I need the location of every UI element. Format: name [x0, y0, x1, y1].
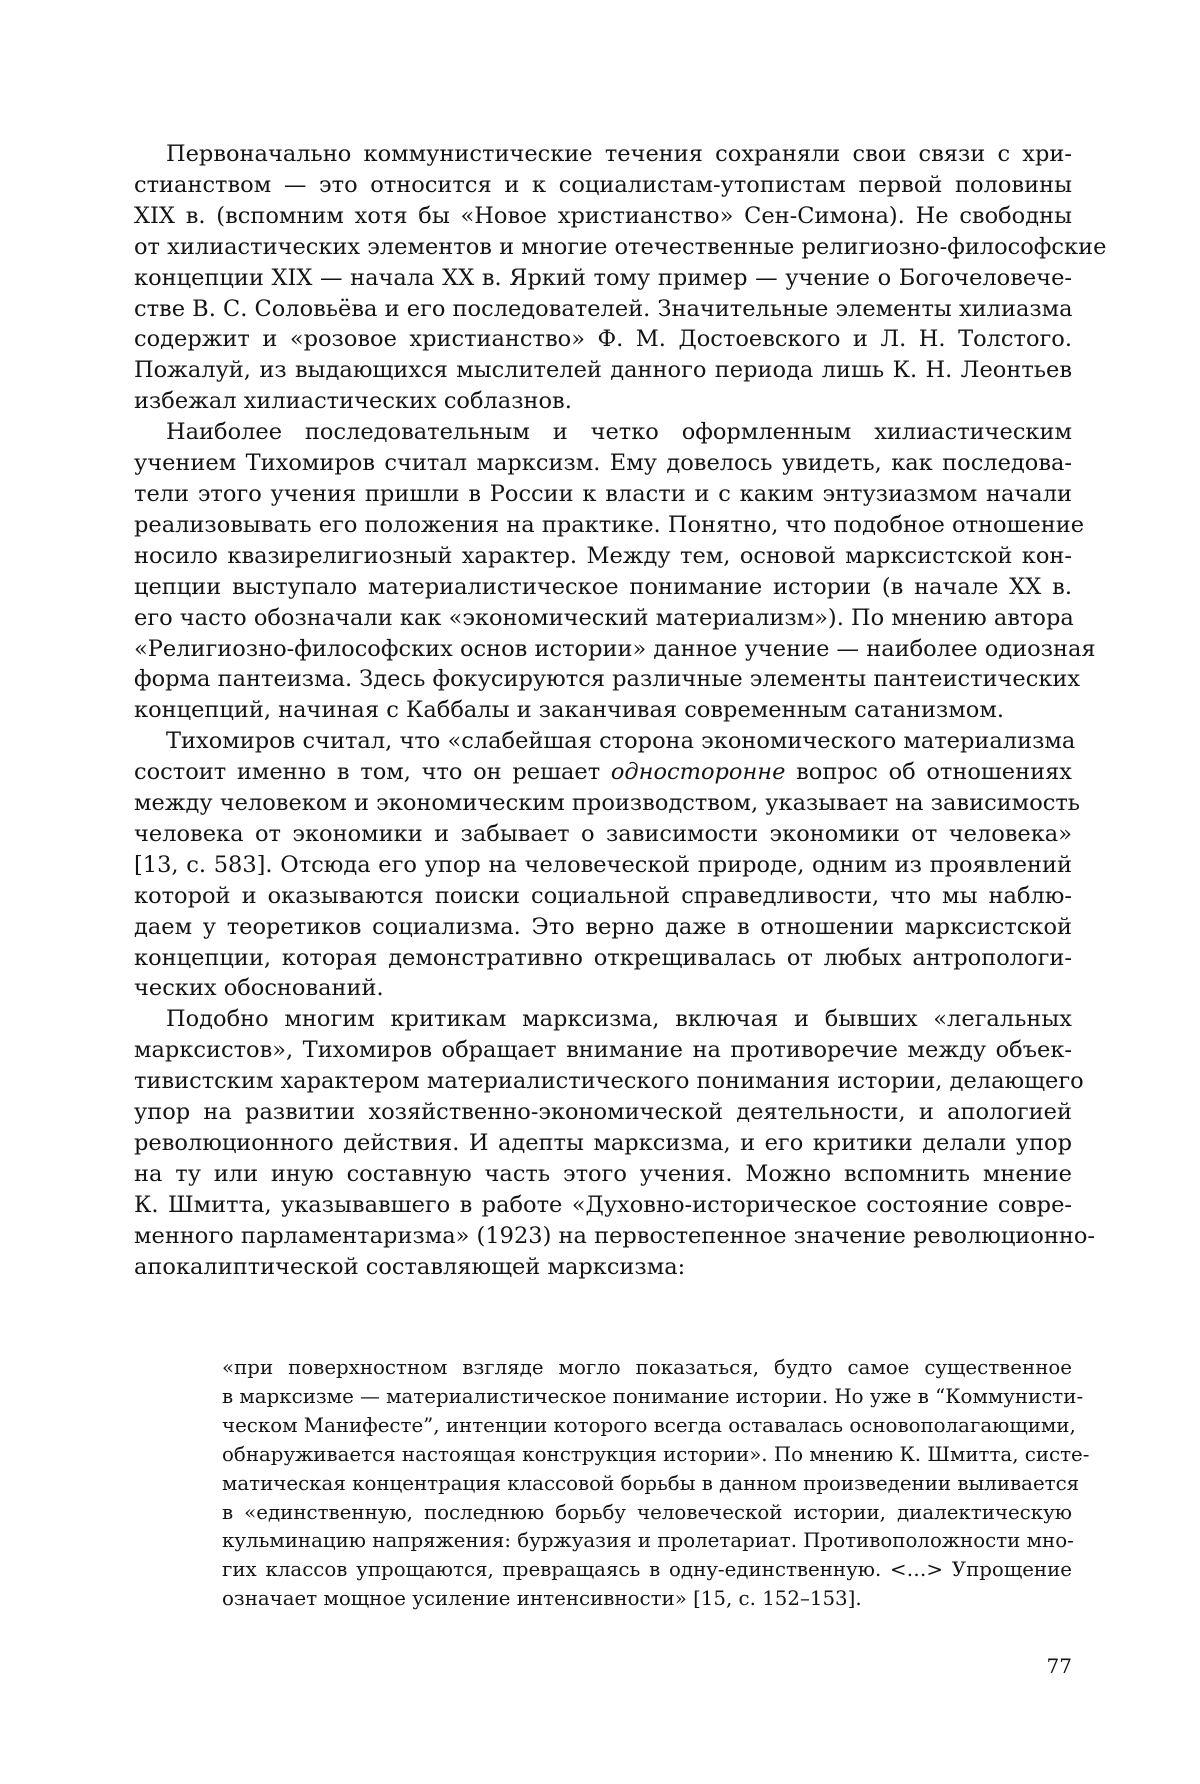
text-line: Тихомиров считал, что «слабейшая сторона экономического материализма — [134, 726, 1072, 757]
text-line: форма пантеизма. Здесь фокусируются различные элементы пантеистических — [134, 664, 1072, 695]
text-line: апокалиптической составляющей марксизма: — [134, 1252, 1072, 1283]
text-line: носило квазирелигиозный характер. Между тем, основой марксистской кон- — [134, 541, 1072, 572]
text-line: учением Тихомиров считал марксизм. Ему довелось увидеть, как последова- — [134, 448, 1072, 479]
quote-line: в «единственную, последнюю борьбу человеческой истории, диалектическую — [222, 1499, 1072, 1528]
quote-line: ческом Манифесте”, интенции которого всегда оставалась основополагающими, — [222, 1412, 1072, 1441]
italic-emphasis: односторонне — [611, 759, 786, 785]
text-line: концепции, которая демонстративно открещивалась от любых антропологи- — [134, 943, 1072, 974]
text-line: между человеком и экономическим производством, указывает на зависимость — [134, 788, 1072, 819]
text-line: избежал хилиастических соблазнов. — [134, 386, 1072, 417]
text-line: концепции XIX — начала XX в. Яркий тому пример — учение о Богочеловече- — [134, 263, 1072, 294]
text-line: тели этого учения пришли в России к власти и с каким энтузиазмом начали — [134, 479, 1072, 510]
paragraph — [134, 1004, 1072, 1282]
text-line: состоит именно в том, что он решает односторонне вопрос об отношениях — [134, 757, 1072, 788]
quote-line: «при поверхностном взгляде могло показаться, будто самое существенное — [222, 1354, 1072, 1383]
text-line: Первоначально коммунистические течения сохраняли свои связи с хри- — [134, 139, 1072, 170]
block-quote — [222, 1354, 1072, 1614]
paragraph — [134, 417, 1072, 726]
text-line: ческих обоснований. — [134, 973, 1072, 1004]
text-line: от хилиастических элементов и многие отечественные религиозно-философские — [134, 232, 1072, 263]
text-line: «Религиозно-философских основ истории» данное учение — наиболее одиозная — [134, 634, 1072, 665]
text-line: которой и оказываются поиски социальной справедливости, что мы наблю- — [134, 881, 1072, 912]
quote-line: гих классов упрощаются, превращаясь в одну-единственную. <…> Упрощение — [222, 1556, 1072, 1585]
text-line: на ту или иную составную часть этого учения. Можно вспомнить мнение — [134, 1159, 1072, 1190]
body-text — [134, 139, 1072, 1283]
text-line: менного парламентаризма» (1923) на первостепенное значение революционно- — [134, 1221, 1072, 1252]
text-line: Подобно многим критикам марксизма, включая и бывших «легальных — [134, 1004, 1072, 1035]
text-line: К. Шмитта, указывавшего в работе «Духовно-историческое состояние совре- — [134, 1190, 1072, 1221]
text-line: тивистским характером материалистического понимания истории, делающего — [134, 1066, 1072, 1097]
book-page — [0, 0, 1200, 1784]
text-line: марксистов», Тихомиров обращает внимание на противоречие между объек- — [134, 1035, 1072, 1066]
text-line: стве В. С. Соловьёва и его последователей. Значительные элементы хилиазма — [134, 294, 1072, 325]
quote-line: матическая концентрация классовой борьбы в данном произведении выливается — [222, 1470, 1072, 1499]
text-line: его часто обозначали как «экономический материализм»). По мнению автора — [134, 603, 1072, 634]
quote-line: означает мощное усиление интенсивности» [15, с. 152–153]. — [222, 1585, 1072, 1614]
quote-line: обнаруживается настоящая конструкция истории». По мнению К. Шмитта, систе- — [222, 1441, 1072, 1470]
text-line: концепций, начиная с Каббалы и заканчивая современным сатанизмом. — [134, 695, 1072, 726]
quote-line: кульминацию напряжения: буржуазия и пролетариат. Противоположности мно- — [222, 1527, 1072, 1556]
text-line: [13, с. 583]. Отсюда его упор на человеческой природе, одним из проявлений — [134, 850, 1072, 881]
text-line: XIX в. (вспомним хотя бы «Новое христианство» Сен-Симона). Не свободны — [134, 201, 1072, 232]
page-number: 77 — [1038, 1654, 1072, 1678]
paragraph — [134, 139, 1072, 417]
quote-line: в марксизме — материалистическое понимание истории. Но уже в “Коммунисти- — [222, 1383, 1072, 1412]
text-line: содержит и «розовое христианство» Ф. М. Достоевского и Л. Н. Толстого. — [134, 324, 1072, 355]
text-line: упор на развитии хозяйственно-экономической деятельности, и апологией — [134, 1097, 1072, 1128]
text-line: реализовывать его положения на практике. Понятно, что подобное отношение — [134, 510, 1072, 541]
text-line: революционного действия. И адепты марксизма, и его критики делали упор — [134, 1128, 1072, 1159]
text-line: стианством — это относится и к социалистам-утопистам первой половины — [134, 170, 1072, 201]
text-line: даем у теоретиков социализма. Это верно даже в отношении марксистской — [134, 912, 1072, 943]
text-line: Пожалуй, из выдающихся мыслителей данного периода лишь К. Н. Леонтьев — [134, 355, 1072, 386]
text-line: цепции выступало материалистическое понимание истории (в начале XX в. — [134, 572, 1072, 603]
text-line: человека от экономики и забывает о зависимости экономики от человека» — [134, 819, 1072, 850]
text-line: Наиболее последовательным и четко оформленным хилиастическим — [134, 417, 1072, 448]
paragraph — [134, 726, 1072, 1004]
